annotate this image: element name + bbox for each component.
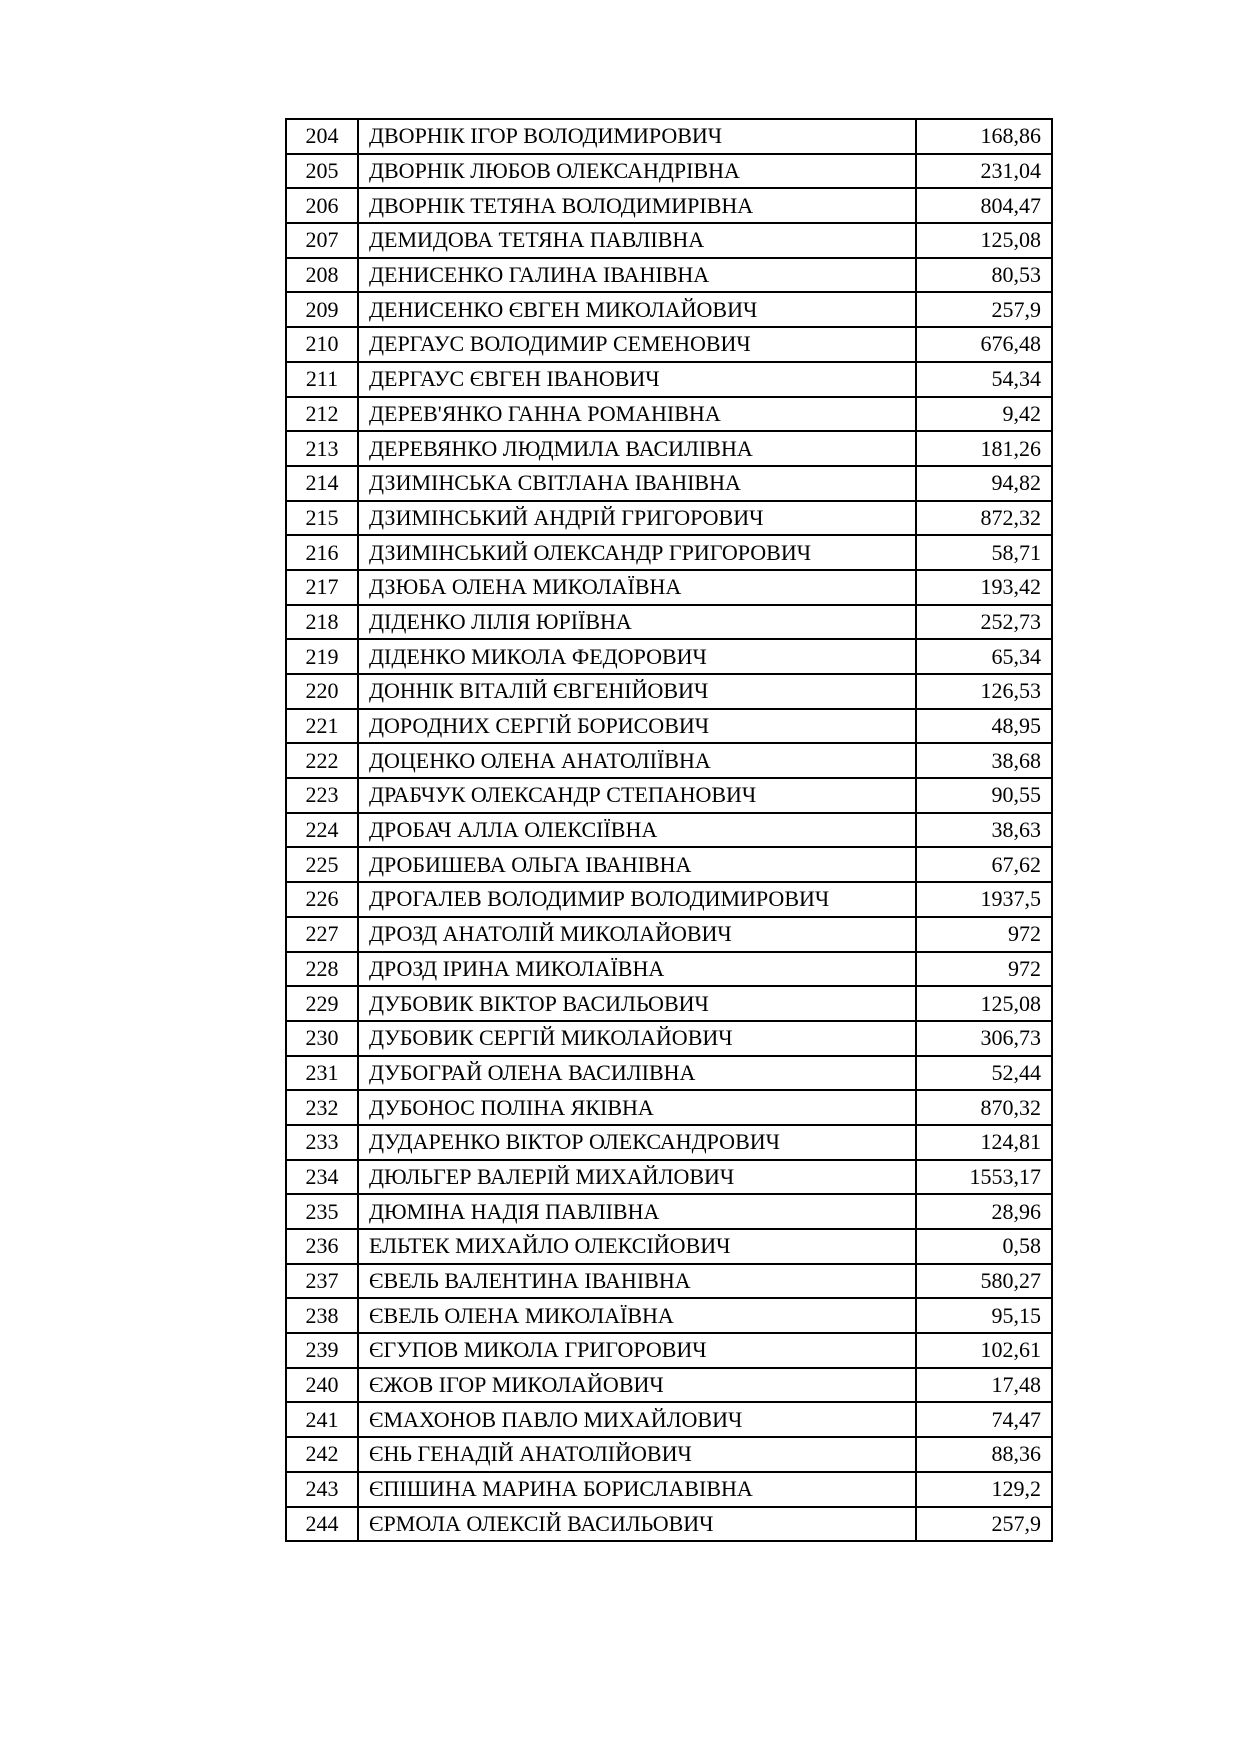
table-row: [286, 1125, 1052, 1160]
amount-cell: 126,53: [916, 674, 1052, 709]
registry-table-body: [286, 119, 1052, 1541]
full-name-cell: ДРОГАЛЕВ ВОЛОДИМИР ВОЛОДИМИРОВИЧ: [358, 882, 916, 917]
table-row: [286, 466, 1052, 501]
full-name-cell: ДОРОДНИХ СЕРГІЙ БОРИСОВИЧ: [358, 709, 916, 744]
table-row: [286, 1264, 1052, 1299]
amount-cell: 231,04: [916, 154, 1052, 189]
amount-cell: 65,34: [916, 639, 1052, 674]
table-row: [286, 1402, 1052, 1437]
row-number-cell: 239: [286, 1333, 358, 1368]
full-name-cell: ЄГУПОВ МИКОЛА ГРИГОРОВИЧ: [358, 1333, 916, 1368]
table-row: [286, 1194, 1052, 1229]
row-number-cell: 231: [286, 1056, 358, 1091]
row-number-cell: 235: [286, 1194, 358, 1229]
row-number-cell: 244: [286, 1507, 358, 1542]
full-name-cell: ДЕНИСЕНКО ЄВГЕН МИКОЛАЙОВИЧ: [358, 292, 916, 327]
row-number-cell: 230: [286, 1021, 358, 1056]
table-row: [286, 709, 1052, 744]
table-row: [286, 847, 1052, 882]
amount-cell: 58,71: [916, 535, 1052, 570]
amount-cell: 54,34: [916, 362, 1052, 397]
full-name-cell: ДРОБАЧ АЛЛА ОЛЕКСІЇВНА: [358, 813, 916, 848]
amount-cell: 804,47: [916, 188, 1052, 223]
row-number-cell: 223: [286, 778, 358, 813]
full-name-cell: ДЗИМІНСЬКА СВІТЛАНА ІВАНІВНА: [358, 466, 916, 501]
table-row: [286, 639, 1052, 674]
amount-cell: 94,82: [916, 466, 1052, 501]
full-name-cell: ДУБОНОС ПОЛІНА ЯКІВНА: [358, 1090, 916, 1125]
amount-cell: 306,73: [916, 1021, 1052, 1056]
full-name-cell: ДЕМИДОВА ТЕТЯНА ПАВЛІВНА: [358, 223, 916, 258]
amount-cell: 580,27: [916, 1264, 1052, 1299]
full-name-cell: ЄЖОВ ІГОР МИКОЛАЙОВИЧ: [358, 1368, 916, 1403]
amount-cell: 9,42: [916, 397, 1052, 432]
row-number-cell: 207: [286, 223, 358, 258]
full-name-cell: ДЕРЕВ'ЯНКО ГАННА РОМАНІВНА: [358, 397, 916, 432]
amount-cell: 74,47: [916, 1402, 1052, 1437]
table-row: [286, 501, 1052, 536]
row-number-cell: 209: [286, 292, 358, 327]
table-row: [286, 674, 1052, 709]
table-row: [286, 535, 1052, 570]
full-name-cell: ДЕРЕВЯНКО ЛЮДМИЛА ВАСИЛІВНА: [358, 431, 916, 466]
full-name-cell: ЄВЕЛЬ ВАЛЕНТИНА ІВАНІВНА: [358, 1264, 916, 1299]
registry-table: [285, 118, 1053, 1542]
table-row: [286, 917, 1052, 952]
full-name-cell: ДОЦЕНКО ОЛЕНА АНАТОЛІЇВНА: [358, 743, 916, 778]
full-name-cell: ЄМАХОНОВ ПАВЛО МИХАЙЛОВИЧ: [358, 1402, 916, 1437]
row-number-cell: 210: [286, 327, 358, 362]
table-row: [286, 258, 1052, 293]
row-number-cell: 237: [286, 1264, 358, 1299]
amount-cell: 124,81: [916, 1125, 1052, 1160]
amount-cell: 38,63: [916, 813, 1052, 848]
amount-cell: 90,55: [916, 778, 1052, 813]
table-row: [286, 292, 1052, 327]
amount-cell: 870,32: [916, 1090, 1052, 1125]
amount-cell: 193,42: [916, 570, 1052, 605]
full-name-cell: ДРОБИШЕВА ОЛЬГА ІВАНІВНА: [358, 847, 916, 882]
table-row: [286, 223, 1052, 258]
row-number-cell: 219: [286, 639, 358, 674]
full-name-cell: ДЕРГАУС ЄВГЕН ІВАНОВИЧ: [358, 362, 916, 397]
table-row: [286, 986, 1052, 1021]
amount-cell: 80,53: [916, 258, 1052, 293]
table-row: [286, 362, 1052, 397]
row-number-cell: 215: [286, 501, 358, 536]
table-row: [286, 1298, 1052, 1333]
table-row: [286, 1507, 1052, 1542]
table-row: [286, 570, 1052, 605]
full-name-cell: ДЕРГАУС ВОЛОДИМИР СЕМЕНОВИЧ: [358, 327, 916, 362]
row-number-cell: 236: [286, 1229, 358, 1264]
table-row: [286, 119, 1052, 154]
amount-cell: 181,26: [916, 431, 1052, 466]
full-name-cell: ДЕНИСЕНКО ГАЛИНА ІВАНІВНА: [358, 258, 916, 293]
table-row: [286, 778, 1052, 813]
row-number-cell: 222: [286, 743, 358, 778]
full-name-cell: ЄВЕЛЬ ОЛЕНА МИКОЛАЇВНА: [358, 1298, 916, 1333]
amount-cell: 0,58: [916, 1229, 1052, 1264]
full-name-cell: ДВОРНІК ТЕТЯНА ВОЛОДИМИРІВНА: [358, 188, 916, 223]
row-number-cell: 224: [286, 813, 358, 848]
row-number-cell: 205: [286, 154, 358, 189]
row-number-cell: 213: [286, 431, 358, 466]
table-row: [286, 743, 1052, 778]
full-name-cell: ДУДАРЕНКО ВІКТОР ОЛЕКСАНДРОВИЧ: [358, 1125, 916, 1160]
row-number-cell: 241: [286, 1402, 358, 1437]
table-row: [286, 882, 1052, 917]
amount-cell: 125,08: [916, 986, 1052, 1021]
full-name-cell: ДВОРНІК ІГОР ВОЛОДИМИРОВИЧ: [358, 119, 916, 154]
table-row: [286, 1021, 1052, 1056]
table-row: [286, 605, 1052, 640]
row-number-cell: 212: [286, 397, 358, 432]
full-name-cell: ДОННІК ВІТАЛІЙ ЄВГЕНІЙОВИЧ: [358, 674, 916, 709]
full-name-cell: ДРАБЧУК ОЛЕКСАНДР СТЕПАНОВИЧ: [358, 778, 916, 813]
row-number-cell: 225: [286, 847, 358, 882]
row-number-cell: 217: [286, 570, 358, 605]
row-number-cell: 228: [286, 952, 358, 987]
table-row: [286, 1090, 1052, 1125]
full-name-cell: ДУБОВИК СЕРГІЙ МИКОЛАЙОВИЧ: [358, 1021, 916, 1056]
row-number-cell: 240: [286, 1368, 358, 1403]
row-number-cell: 233: [286, 1125, 358, 1160]
amount-cell: 1553,17: [916, 1160, 1052, 1195]
row-number-cell: 204: [286, 119, 358, 154]
amount-cell: 28,96: [916, 1194, 1052, 1229]
full-name-cell: ДЮМІНА НАДІЯ ПАВЛІВНА: [358, 1194, 916, 1229]
row-number-cell: 232: [286, 1090, 358, 1125]
full-name-cell: ДІДЕНКО ЛІЛІЯ ЮРІЇВНА: [358, 605, 916, 640]
amount-cell: 972: [916, 952, 1052, 987]
amount-cell: 102,61: [916, 1333, 1052, 1368]
table-row: [286, 188, 1052, 223]
full-name-cell: ДЮЛЬГЕР ВАЛЕРІЙ МИХАЙЛОВИЧ: [358, 1160, 916, 1195]
full-name-cell: ДЗИМІНСЬКИЙ ОЛЕКСАНДР ГРИГОРОВИЧ: [358, 535, 916, 570]
amount-cell: 95,15: [916, 1298, 1052, 1333]
table-row: [286, 154, 1052, 189]
table-row: [286, 1472, 1052, 1507]
full-name-cell: ДРОЗД ІРИНА МИКОЛАЇВНА: [358, 952, 916, 987]
row-number-cell: 221: [286, 709, 358, 744]
table-row: [286, 1333, 1052, 1368]
row-number-cell: 242: [286, 1437, 358, 1472]
full-name-cell: ДВОРНІК ЛЮБОВ ОЛЕКСАНДРІВНА: [358, 154, 916, 189]
row-number-cell: 238: [286, 1298, 358, 1333]
table-row: [286, 327, 1052, 362]
full-name-cell: ДУБОГРАЙ ОЛЕНА ВАСИЛІВНА: [358, 1056, 916, 1091]
row-number-cell: 243: [286, 1472, 358, 1507]
row-number-cell: 226: [286, 882, 358, 917]
row-number-cell: 220: [286, 674, 358, 709]
table-row: [286, 1437, 1052, 1472]
table-row: [286, 1056, 1052, 1091]
full-name-cell: ЄРМОЛА ОЛЕКСІЙ ВАСИЛЬОВИЧ: [358, 1507, 916, 1542]
full-name-cell: ДІДЕНКО МИКОЛА ФЕДОРОВИЧ: [358, 639, 916, 674]
full-name-cell: ДРОЗД АНАТОЛІЙ МИКОЛАЙОВИЧ: [358, 917, 916, 952]
amount-cell: 17,48: [916, 1368, 1052, 1403]
amount-cell: 38,68: [916, 743, 1052, 778]
amount-cell: 125,08: [916, 223, 1052, 258]
amount-cell: 872,32: [916, 501, 1052, 536]
amount-cell: 972: [916, 917, 1052, 952]
amount-cell: 257,9: [916, 1507, 1052, 1542]
row-number-cell: 206: [286, 188, 358, 223]
amount-cell: 252,73: [916, 605, 1052, 640]
amount-cell: 88,36: [916, 1437, 1052, 1472]
full-name-cell: ЄПІШИНА МАРИНА БОРИСЛАВІВНА: [358, 1472, 916, 1507]
full-name-cell: ДЗЮБА ОЛЕНА МИКОЛАЇВНА: [358, 570, 916, 605]
table-row: [286, 1229, 1052, 1264]
row-number-cell: 227: [286, 917, 358, 952]
table-row: [286, 397, 1052, 432]
table-row: [286, 431, 1052, 466]
amount-cell: 676,48: [916, 327, 1052, 362]
amount-cell: 52,44: [916, 1056, 1052, 1091]
amount-cell: 257,9: [916, 292, 1052, 327]
row-number-cell: 211: [286, 362, 358, 397]
table-row: [286, 813, 1052, 848]
row-number-cell: 208: [286, 258, 358, 293]
table-row: [286, 1160, 1052, 1195]
table-row: [286, 1368, 1052, 1403]
row-number-cell: 234: [286, 1160, 358, 1195]
amount-cell: 168,86: [916, 119, 1052, 154]
full-name-cell: ЕЛЬТЕК МИХАЙЛО ОЛЕКСІЙОВИЧ: [358, 1229, 916, 1264]
amount-cell: 129,2: [916, 1472, 1052, 1507]
row-number-cell: 218: [286, 605, 358, 640]
full-name-cell: ЄНЬ ГЕНАДІЙ АНАТОЛІЙОВИЧ: [358, 1437, 916, 1472]
full-name-cell: ДЗИМІНСЬКИЙ АНДРІЙ ГРИГОРОВИЧ: [358, 501, 916, 536]
row-number-cell: 214: [286, 466, 358, 501]
table-row: [286, 952, 1052, 987]
amount-cell: 1937,5: [916, 882, 1052, 917]
amount-cell: 48,95: [916, 709, 1052, 744]
amount-cell: 67,62: [916, 847, 1052, 882]
full-name-cell: ДУБОВИК ВІКТОР ВАСИЛЬОВИЧ: [358, 986, 916, 1021]
row-number-cell: 229: [286, 986, 358, 1021]
row-number-cell: 216: [286, 535, 358, 570]
